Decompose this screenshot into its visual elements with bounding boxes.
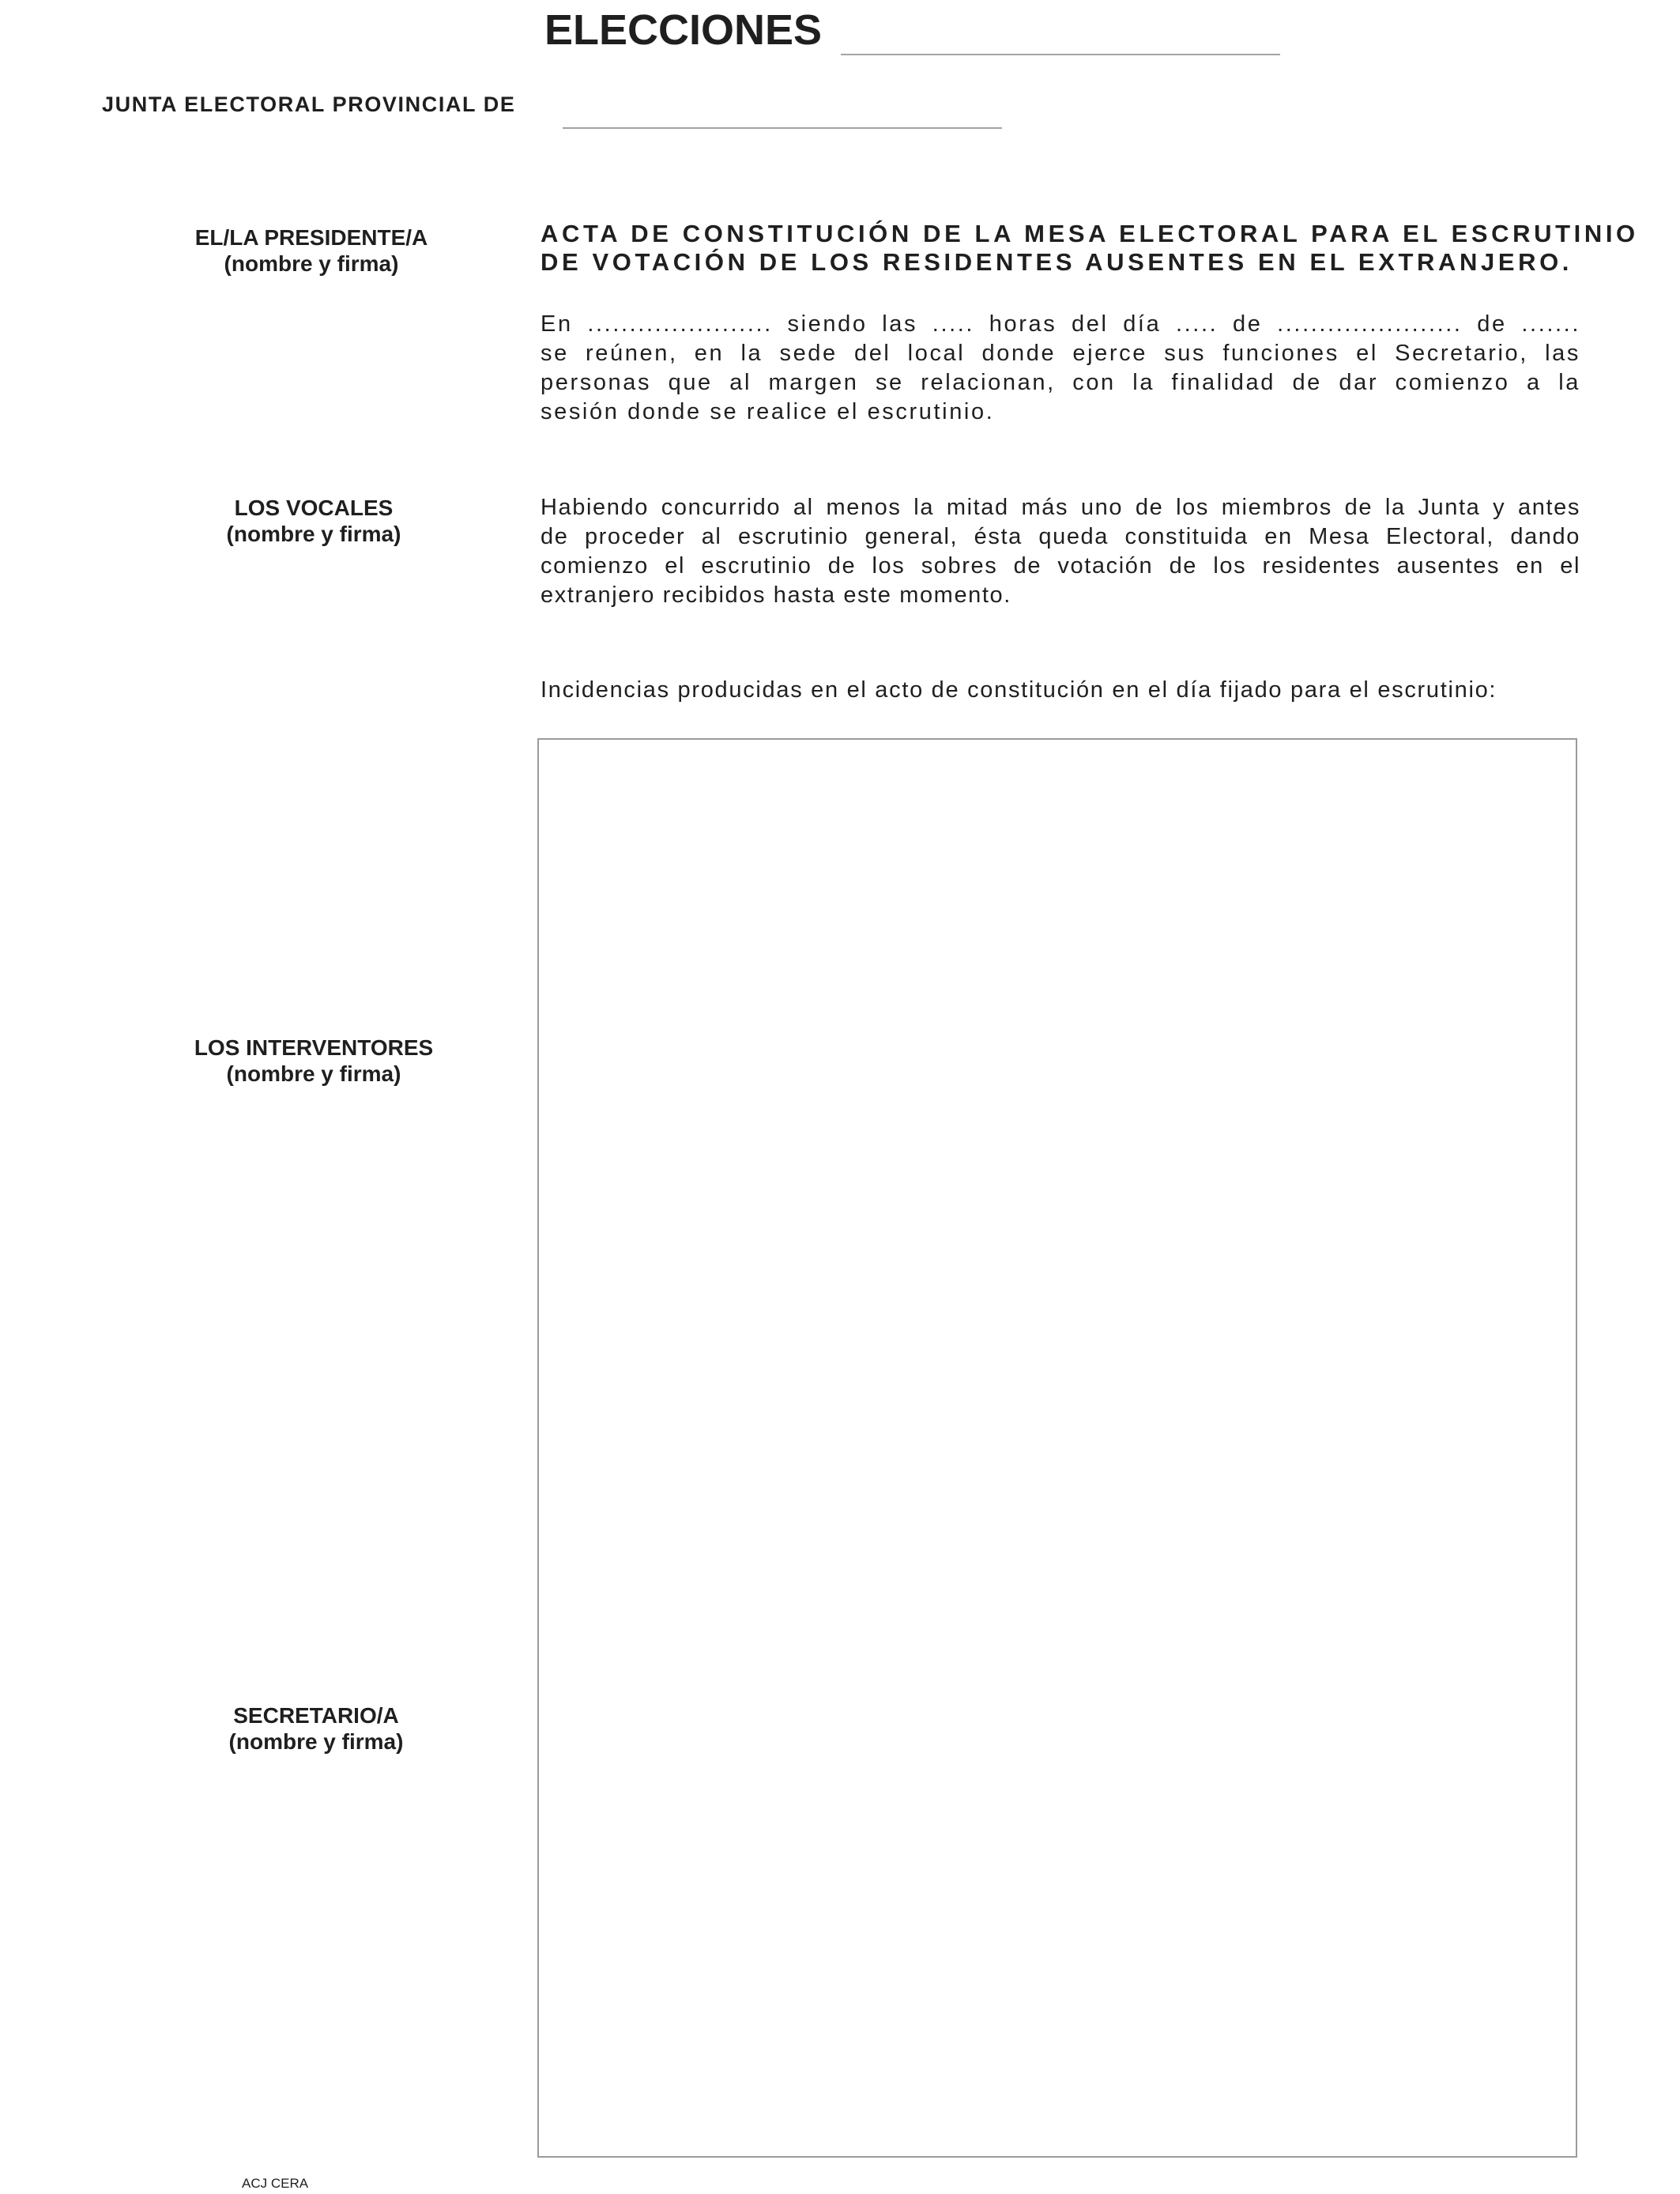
- signatory-vocales: [156, 495, 472, 547]
- junta-provincial-blank-line[interactable]: [563, 127, 1002, 129]
- signatory-role: LOS INTERVENTORES: [194, 1035, 434, 1060]
- acta-title-line: ACTA DE CONSTITUCIÓN DE LA MESA ELECTORAL PARA EL ESCRUTINIO: [541, 220, 1639, 247]
- incidencias-text-area[interactable]: [537, 738, 1577, 2158]
- elecciones-title: ELECCIONES: [544, 6, 823, 54]
- acta-title-line: DE VOTACIÓN DE LOS RESIDENTES AUSENTES EN EL EXTRANJERO.: [541, 248, 1573, 276]
- signatory-hint: (nombre y firma): [224, 251, 399, 276]
- constitution-paragraph: [541, 310, 1580, 427]
- signatory-presidente: [153, 224, 469, 277]
- signatory-secretario: [158, 1702, 474, 1755]
- signatory-interventores: [156, 1035, 472, 1087]
- signatory-hint: (nombre y firma): [226, 522, 401, 546]
- signatory-hint: (nombre y firma): [228, 1729, 404, 1754]
- quorum-paragraph: [541, 493, 1580, 610]
- incidencias-label: Incidencias producidas en el acto de constitución en el día fijado para el escrutinio:: [541, 677, 1497, 703]
- paragraph-line: En ...................... siendo las ..... horas del día ..... de ...................... de .......: [541, 311, 1580, 337]
- paragraph-line: se reúnen, en la sede del local donde ejerce sus funciones el Secretario, las: [541, 341, 1580, 366]
- paragraph-line: extranjero recibidos hasta este momento.: [541, 582, 1011, 608]
- paragraph-line: sesión donde se realice el escrutinio.: [541, 399, 995, 424]
- elecciones-blank-line[interactable]: [841, 54, 1280, 55]
- acta-title: [541, 220, 1639, 277]
- signatory-role: LOS VOCALES: [234, 496, 394, 520]
- paragraph-line: comienzo el escrutinio de los sobres de votación de los residentes ausentes en el: [541, 553, 1580, 579]
- paragraph-line: de proceder al escrutinio general, ésta queda constituida en Mesa Electoral, dando: [541, 524, 1580, 549]
- signatory-role: SECRETARIO/A: [233, 1703, 399, 1728]
- signatory-hint: (nombre y firma): [226, 1061, 401, 1086]
- signatory-role: EL/LA PRESIDENTE/A: [194, 225, 428, 250]
- paragraph-line: Habiendo concurrido al menos la mitad más uno de los miembros de la Junta y antes: [541, 495, 1580, 520]
- junta-electoral-label: JUNTA ELECTORAL PROVINCIAL DE: [102, 92, 516, 116]
- paragraph-line: personas que al margen se relacionan, con la finalidad de dar comienzo a la: [541, 370, 1580, 395]
- form-code: ACJ CERA: [242, 2176, 309, 2191]
